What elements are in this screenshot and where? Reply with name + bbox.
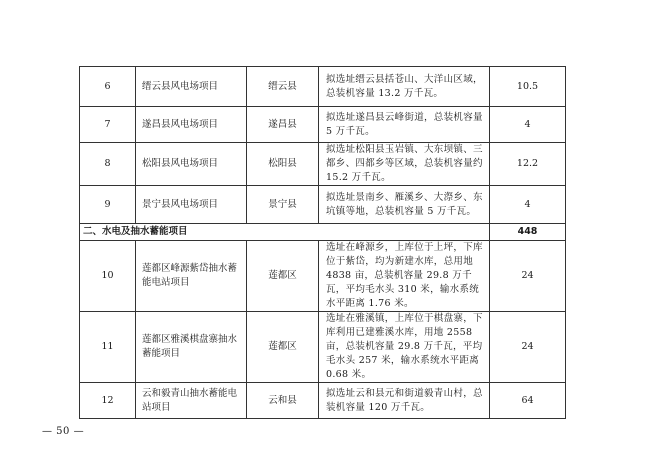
project-region: 莲都区 [247, 241, 319, 312]
project-description: 拟选址松阳县玉岩镇、大东坝镇、三都乡、四都乡等区域，总装机容量约 15.2 万千瓦。 [319, 143, 490, 186]
project-description: 选址在峰源乡，上库位于上坪，下库位于紫岱，均为新建水库，总用地 4838 亩，总装机容量 29.8 万千瓦，平均毛水头 310 米，输水系统水平距离 1.76 米。 [319, 241, 490, 312]
project-description: 拟选址缙云县括苍山、大洋山区域，总装机容量 13.2 万千瓦。 [319, 67, 490, 107]
row-number: 8 [80, 143, 136, 186]
row-number: 10 [80, 241, 136, 312]
table-row [80, 241, 566, 312]
row-number: 12 [80, 383, 136, 419]
section-title: 二、水电及抽水蓄能项目 [80, 224, 490, 241]
project-description: 拟选址遂昌县云峰街道，总装机容量 5 万千瓦。 [319, 107, 490, 143]
project-name: 莲都区雅溪棋盘寨抽水蓄能项目 [136, 312, 247, 383]
table-row [80, 67, 566, 107]
project-name: 松阳县风电场项目 [136, 143, 247, 186]
table-row [80, 383, 566, 419]
project-description: 拟选址景南乡、雁溪乡、大漈乡、东坑镇等地，总装机容量 5 万千瓦。 [319, 186, 490, 224]
table-row [80, 107, 566, 143]
project-region: 景宁县 [247, 186, 319, 224]
row-number: 7 [80, 107, 136, 143]
project-region: 缙云县 [247, 67, 319, 107]
section-row [80, 224, 566, 241]
project-capacity: 4 [490, 186, 566, 224]
project-region: 莲都区 [247, 312, 319, 383]
project-capacity: 24 [490, 312, 566, 383]
table-row [80, 312, 566, 383]
project-table [79, 66, 566, 419]
project-description: 拟选址云和县元和街道毅青山村，总装机容量 120 万千瓦。 [319, 383, 490, 419]
project-name: 云和毅青山抽水蓄能电站项目 [136, 383, 247, 419]
project-name: 缙云县风电场项目 [136, 67, 247, 107]
row-number: 6 [80, 67, 136, 107]
project-capacity: 4 [490, 107, 566, 143]
project-name: 莲都区峰源紫岱抽水蓄能电站项目 [136, 241, 247, 312]
project-region: 遂昌县 [247, 107, 319, 143]
page-number: — 50 — [42, 426, 85, 437]
project-region: 松阳县 [247, 143, 319, 186]
row-number: 9 [80, 186, 136, 224]
project-capacity: 10.5 [490, 67, 566, 107]
project-name: 遂昌县风电场项目 [136, 107, 247, 143]
row-number: 11 [80, 312, 136, 383]
project-region: 云和县 [247, 383, 319, 419]
section-total: 448 [490, 224, 566, 241]
project-name: 景宁县风电场项目 [136, 186, 247, 224]
project-description: 选址在雅溪镇，上库位于棋盘寨，下库利用已建雅溪水库，用地 2558 亩，总装机容量 29.8 万千瓦，平均毛水头 257 米，输水系统水平距离 0.68 米。 [319, 312, 490, 383]
project-capacity: 64 [490, 383, 566, 419]
table-row [80, 143, 566, 186]
project-capacity: 12.2 [490, 143, 566, 186]
project-capacity: 24 [490, 241, 566, 312]
table-row [80, 186, 566, 224]
